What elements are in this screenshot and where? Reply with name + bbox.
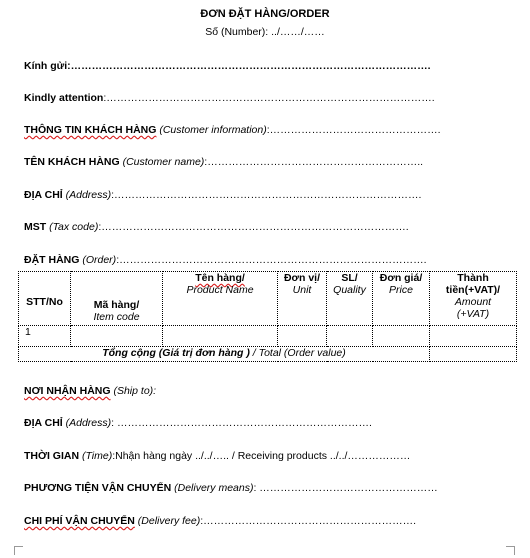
row-amount[interactable] [430,326,517,347]
row-quantity[interactable] [327,326,373,347]
ship-address-label: ĐỊA CHỈ [24,417,63,429]
table-total-row [19,347,517,362]
order-en: (Order) [82,254,117,266]
row-price[interactable] [373,326,430,347]
delivery-fee-line [24,515,416,527]
ship-to-en: (Ship to): [113,385,157,397]
row-item-code[interactable] [71,326,163,347]
header-stt: STT/No [19,272,71,326]
address-line [24,189,421,201]
row-number: 1 [19,326,71,347]
customer-name-en: (Customer name) [122,156,205,168]
customer-info-en: (Customer information) [159,124,267,136]
header-quantity: SL/ Quality [327,272,373,326]
customer-name-label: TÊN KHÁCH HÀNG [24,156,120,168]
crop-mark-left [14,546,23,555]
header-unit: Đơn vị/ Unit [278,272,327,326]
delivery-fee-dots: :……………………………………………………. [200,515,417,527]
kindly-attention-line [24,92,435,104]
address-en: (Address) [65,189,112,201]
customer-info-line [24,124,441,136]
header-product-name: Tên hàng/ Product Name [163,272,278,326]
kindly-attention-dots: :…………………………………………………………………………………. [103,92,435,104]
crop-mark-right [506,546,515,555]
delivery-fee-label: CHI PHÍ VẬN CHUYỂN [24,515,135,527]
order-table [18,271,517,362]
header-price: Đơn giá/ Price [373,272,430,326]
tax-code-label: MST [24,221,47,233]
kinh-gui-text: Kính gửi:…………………………………………………………………………………………. [24,60,431,72]
tax-code-line [24,221,409,233]
ship-address-dots: : ………………………………………………………………. [111,417,372,429]
table-header-row [19,272,517,326]
ship-address-line [24,417,372,429]
address-dots: :……………………………………………………………………………. [111,189,422,201]
order-dots: :……………………………………………………………………………. [116,254,427,266]
row-product-name[interactable] [163,326,278,347]
delivery-means-line [24,482,438,494]
address-label: ĐỊA CHỈ [24,189,63,201]
kindly-attention-label: Kindly attention [24,92,104,104]
total-label: Tổng cộng (Giá trị đơn hàng ) / Total (Order value) [19,347,430,362]
customer-info-dots: :…………………………………………. [266,124,441,136]
tax-code-dots: :……………………………………………………………………………. [98,221,409,233]
header-item-code: Mã hàng/ Item code [71,272,163,326]
document-title: ĐƠN ĐẶT HÀNG/ORDER [200,8,330,20]
customer-name-line [24,156,423,168]
time-text: :Nhận hàng ngày ../../….. / Receiving products ../../……………… [112,450,411,462]
order-number: Số (Number): ../……/…… [205,26,325,38]
delivery-means-label: PHƯƠNG TIỆN VẬN CHUYỂN [24,482,172,494]
total-value[interactable] [430,347,517,362]
customer-name-dots: :…………………………………………………….. [204,156,424,168]
delivery-means-en: (Delivery means) [174,482,254,494]
table-row [19,326,517,347]
ship-to-label: NƠI NHẬN HÀNG [24,385,111,397]
order-line [24,254,427,266]
ship-address-en: (Address) [65,417,112,429]
header-amount: Thành tiền(+VAT)/ Amount (+VAT) [430,272,517,326]
delivery-means-dots: : …………………………………………… [253,482,438,494]
row-unit[interactable] [278,326,327,347]
customer-info-label: THÔNG TIN KHÁCH HÀNG [24,124,157,136]
time-label: THỜI GIAN [24,450,80,462]
order-label: ĐẶT HÀNG [24,254,80,266]
kinh-gui-line [24,60,431,72]
delivery-fee-en: (Delivery fee) [137,515,201,527]
time-line [24,450,410,462]
ship-to-line [24,385,156,397]
time-en: (Time) [81,450,113,462]
tax-code-en: (Tax code) [49,221,99,233]
